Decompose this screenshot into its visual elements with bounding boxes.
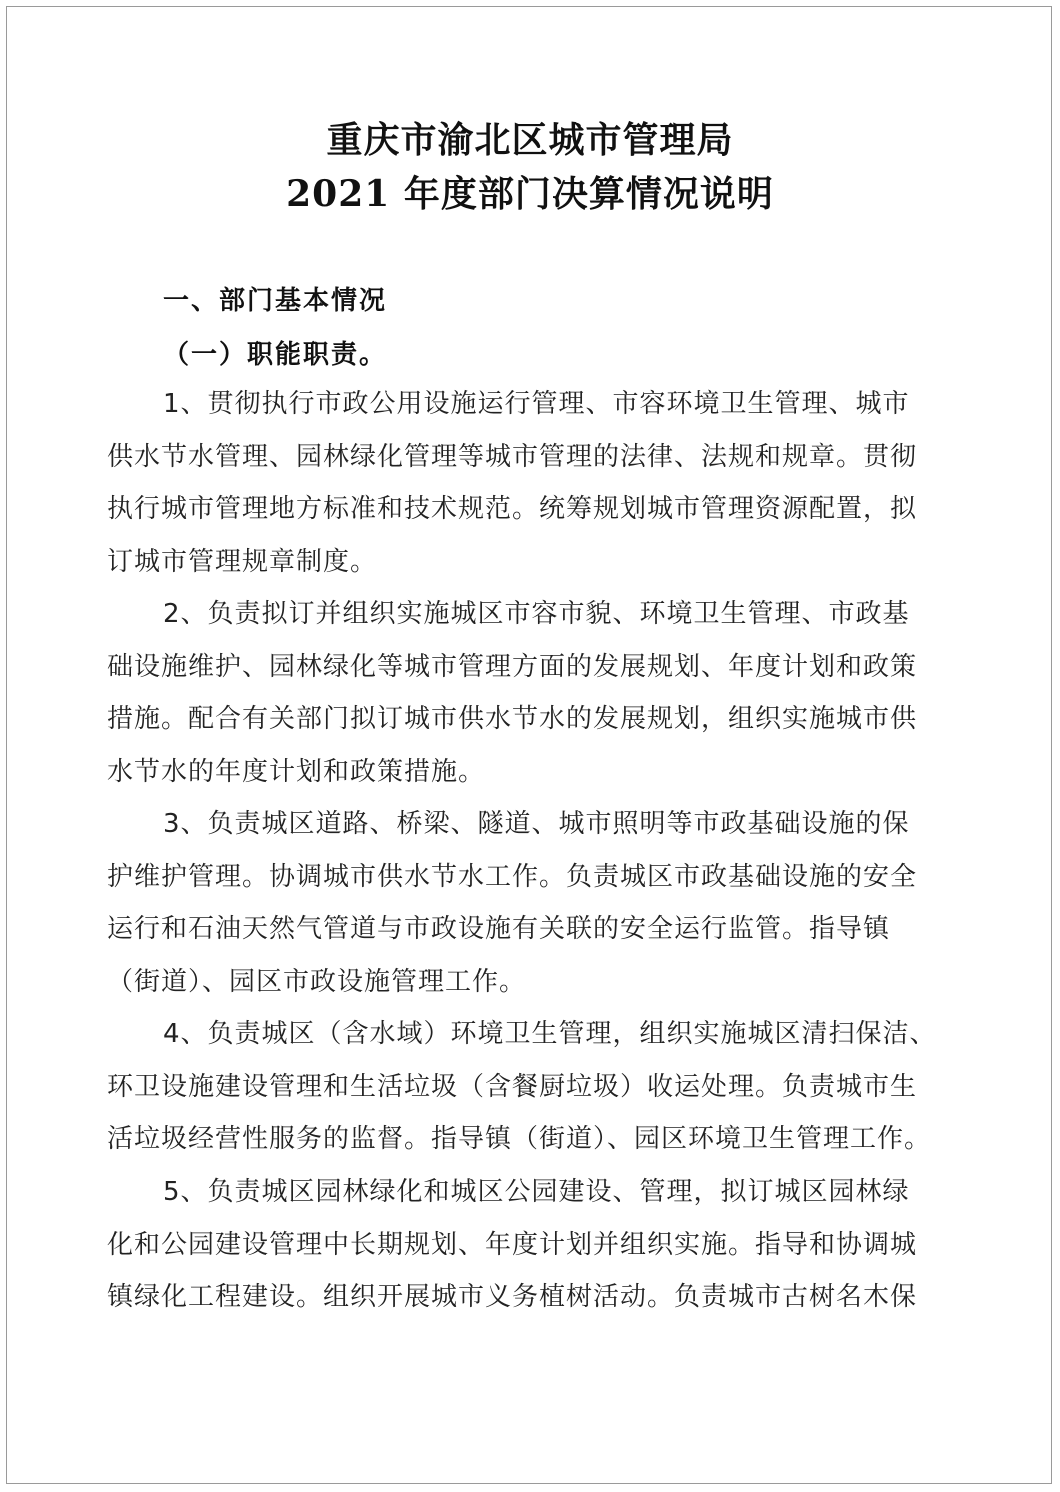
paragraph-line: 环卫设施建设管理和生活垃圾（含餐厨垃圾）收运处理。负责城市生 [107, 1071, 918, 1102]
subsection-heading: （一）职能职责。 [163, 340, 388, 370]
paragraph-line: 5、负责城区园林绿化和城区公园建设、管理，拟订城区园林绿 [163, 1177, 910, 1207]
paragraph-line: 护维护管理。协调城市供水节水工作。负责城区市政基础设施的安全 [107, 861, 918, 892]
paragraph-line: 化和公园建设管理中长期规划、年度计划并组织实施。指导和协调城 [107, 1229, 918, 1260]
paragraph-line: 运行和石油天然气管道与市政设施有关联的安全运行监管。指导镇 [107, 914, 891, 944]
paragraph-line: 订城市管理规章制度。 [107, 546, 378, 577]
section-heading: 一、部门基本情况 [163, 286, 388, 316]
paragraph-line: 础设施维护、园林绿化等城市管理方面的发展规划、年度计划和政策 [107, 651, 918, 682]
document-title: 重庆市渝北区城市管理局 [326, 119, 734, 161]
paragraph-3 [107, 798, 917, 1008]
paragraph-line: 3、负责城区道路、桥梁、隧道、城市照明等市政基础设施的保 [163, 809, 910, 839]
paragraph-line: 2、负责拟订并组织实施城区市容市貌、环境卫生管理、市政基 [163, 599, 910, 629]
paragraph-line: 供水节水管理、园林绿化管理等城市管理的法律、法规和规章。贯彻 [107, 441, 918, 472]
document-subtitle: 2021 年度部门决算情况说明 [286, 173, 774, 215]
paragraph-2 [107, 588, 917, 798]
paragraph-line: 1、贯彻执行市政公用设施运行管理、市容环境卫生管理、城市 [163, 389, 910, 419]
paragraph-line: 执行城市管理地方标准和技术规范。统筹规划城市管理资源配置，拟 [107, 494, 918, 524]
paragraph-line: 活垃圾经营性服务的监督。指导镇（街道）、园区环境卫生管理工作。 [107, 1124, 932, 1154]
paragraph-1 [107, 378, 917, 588]
paragraph-line: 水节水的年度计划和政策措施。 [107, 756, 486, 787]
paragraph-line: 镇绿化工程建设。组织开展城市义务植树活动。负责城市古树名木保 [107, 1282, 918, 1312]
paragraph-line: 4、负责城区（含水域）环境卫生管理，组织实施城区清扫保洁、 [163, 1019, 937, 1049]
paragraph-5 [107, 1166, 917, 1324]
paragraph-4 [107, 1008, 937, 1166]
paragraph-line: （街道）、园区市政设施管理工作。 [107, 966, 527, 997]
paragraph-line: 措施。配合有关部门拟订城市供水节水的发展规划，组织实施城市供 [107, 704, 918, 734]
